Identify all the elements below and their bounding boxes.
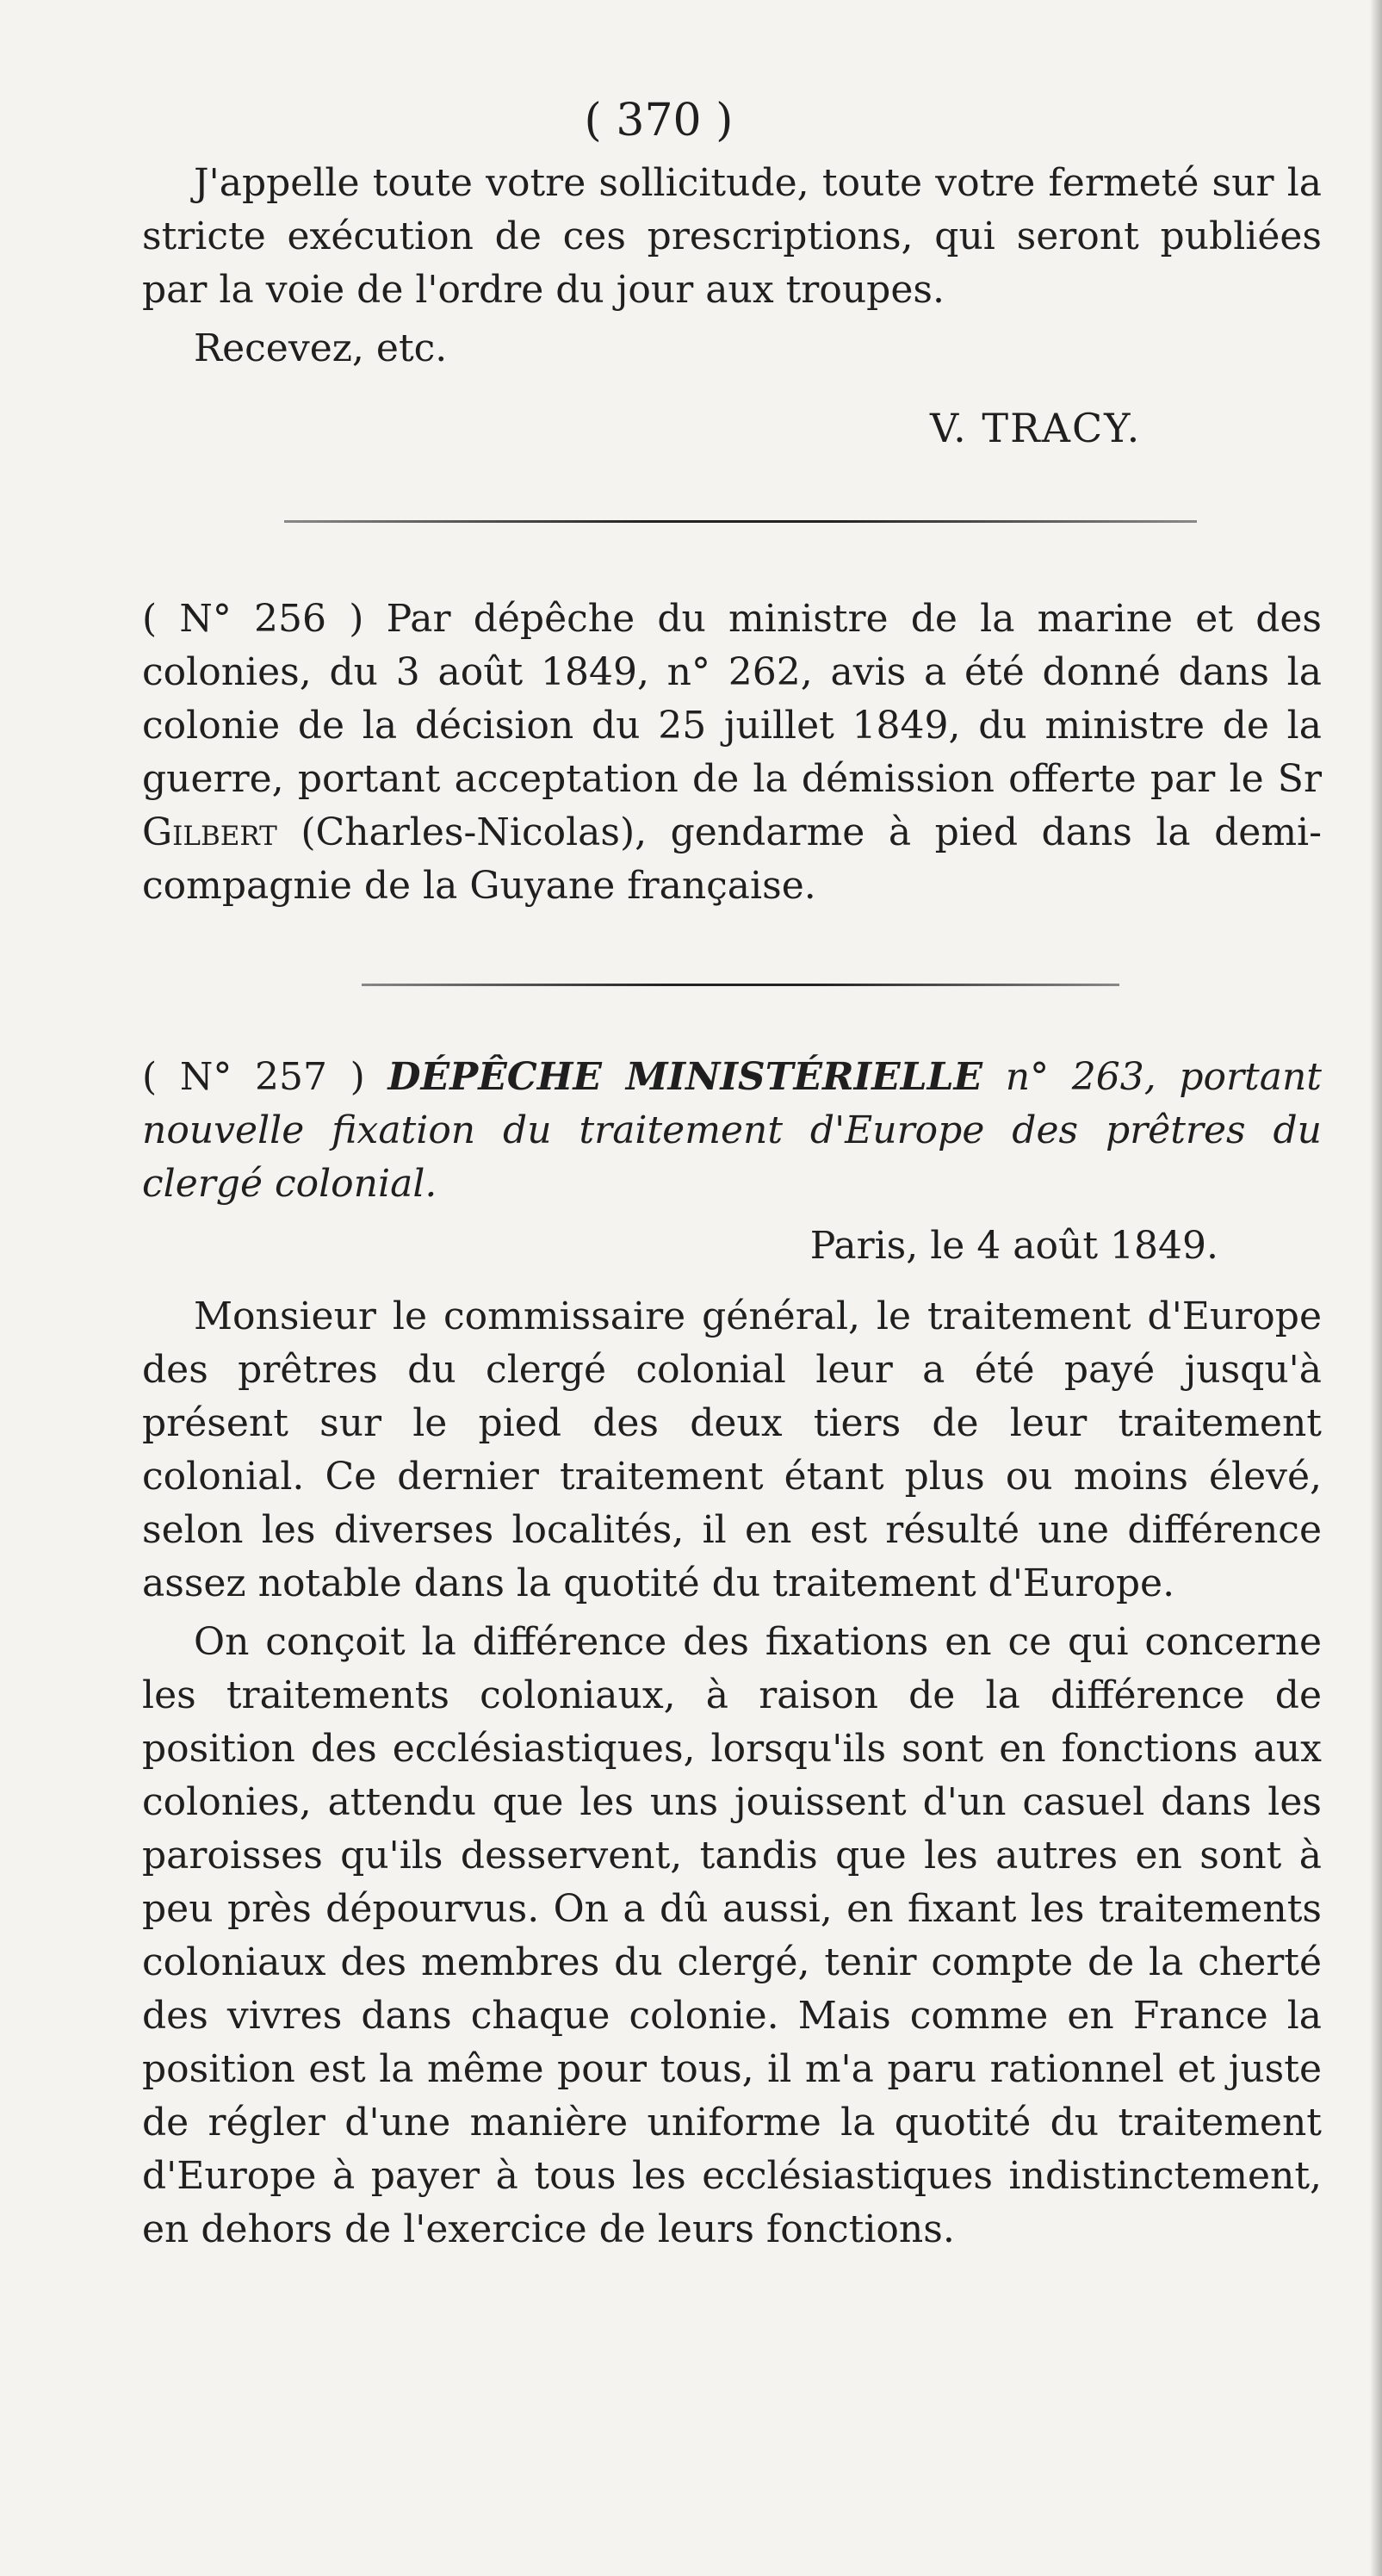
entry-257-number: ( N° 257 ) — [142, 1055, 365, 1099]
place-date: Paris, le 4 août 1849. — [809, 1224, 1218, 1268]
page-edge-shadow — [1370, 0, 1382, 2576]
signature: V. TRACY. — [930, 405, 1142, 451]
entry-257 — [142, 1051, 1322, 2256]
entry-256-number: ( N° 256 ) — [142, 597, 364, 641]
entry-256-body: Par dépêche du ministre de la marine et des colonies, du 3 août 1849, n° 262, avis a été donné dans la colonie de la décision du 25 juillet 1849, du ministre de la guerre, portant acceptation de la démission offerte par le — [142, 597, 1322, 801]
section-divider-2 — [362, 984, 1119, 986]
intro-section — [142, 157, 1322, 376]
entry-257-title-number: n° 263, — [1005, 1055, 1156, 1099]
entry-256-title: Sr — [1277, 757, 1322, 801]
entry-257-heading — [142, 1051, 1322, 1211]
letter-paragraph-1: Monsieur le commissaire général, le traitement d'Europe des prêtres du clergé colonial leur a été payé jusqu'à présent sur le pied des deux tiers de leur traitement colonial. Ce dernier traitement étant plus ou moins élevé, selon les diverses localités, il en est résulté une différence assez notable dans la quotité du traitement d'Europe. — [142, 1294, 1322, 1605]
entry-256-name: Gilbert — [142, 810, 277, 854]
entry-257-title: DÉPÊCHE MINISTÉRIELLE — [387, 1055, 983, 1099]
entry-257-subject: portant nouvelle fixation du traitement d'Europe des prêtres du clergé colonial. — [142, 1055, 1322, 1206]
closing-formula: Recevez, etc. — [194, 326, 448, 370]
page-number: ( 370 ) — [584, 95, 734, 146]
entry-256-body-end: (Charles-Nicolas), gendarme à pied dans la demi-compagnie de la Guyane française. — [142, 810, 1322, 908]
entry-256-text — [142, 593, 1322, 913]
intro-paragraph: J'appelle toute votre sollicitude, toute votre fermeté sur la stricte exécution de ces prescriptions, qui seront publiées par la voie de l'ordre du jour aux troupes. — [142, 161, 1322, 312]
letter-paragraph-2: On conçoit la différence des fixations en ce qui concerne les traitements coloniaux, à raison de la différence de position des ecclésiastiques, lorsqu'ils sont en fonctions aux colonies, attendu que les uns jouissent d'un casuel dans les paroisses qu'ils desservent, tandis que les autres en sont à peu près dépourvus. On a dû aussi, en fixant les traitements coloniaux des membres du clergé, tenir compte de la cherté des vivres dans chaque colonie. Mais comme en France la position est la même pour tous, il m'a paru rationnel et juste de régler d'une manière uniforme la quotité du traitement d'Europe à payer à tous les ecclésiastiques indistinctement, en dehors de l'exercice de leurs fonctions. — [142, 1620, 1322, 2251]
section-divider-1 — [284, 520, 1197, 523]
entry-256 — [142, 593, 1322, 913]
